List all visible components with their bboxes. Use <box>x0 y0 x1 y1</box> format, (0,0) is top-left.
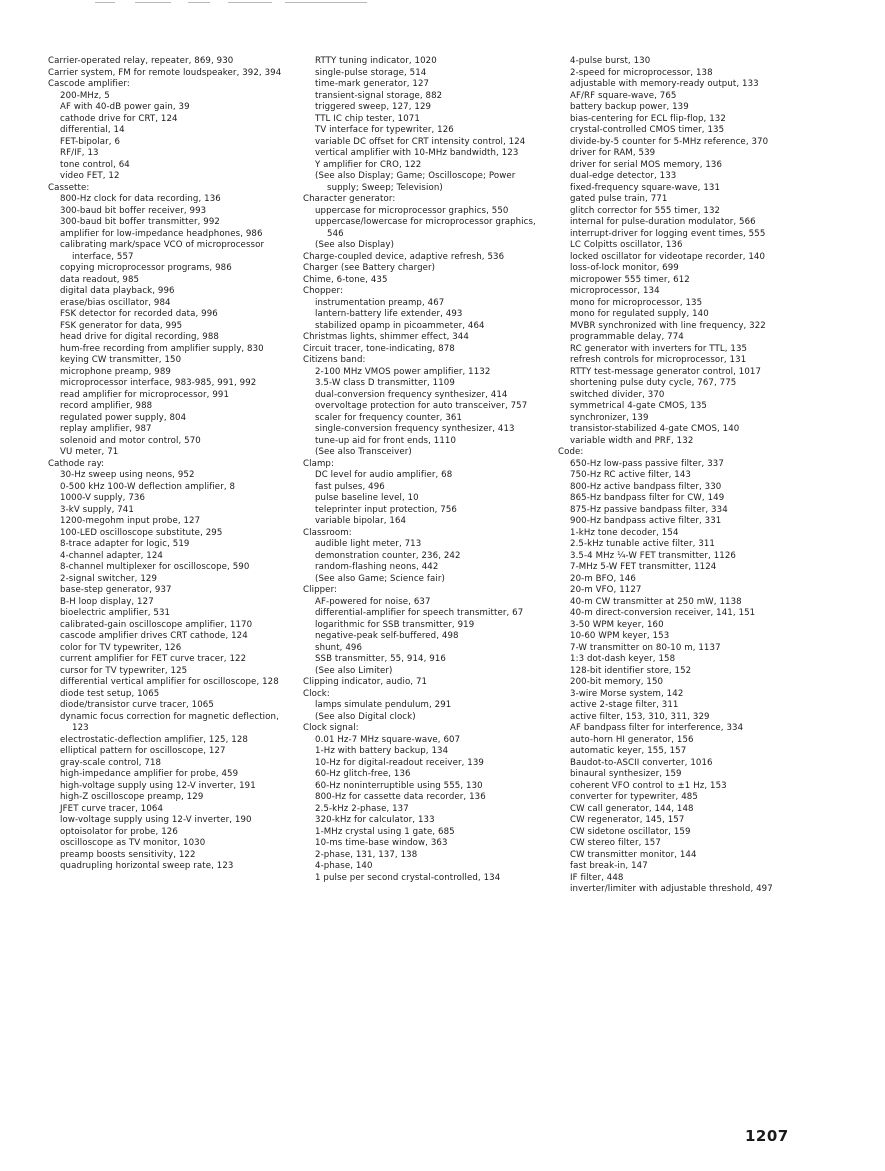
index-heading: Carrier-operated relay, repeater, 869, 930 <box>48 56 234 66</box>
index-subentry: AF/RF square-wave, 765 <box>570 90 677 101</box>
index-subentry: (See also Transceiver) <box>315 447 412 457</box>
index-subentry: gray-scale control, 718 <box>60 757 162 768</box>
index-subentry: 2-100 MHz VMOS power amplifier, 1132 <box>315 366 491 377</box>
index-subentry: automatic keyer, 155, 157 <box>570 746 687 756</box>
index-subentry: interrupt-driver for logging event times, 555 <box>570 228 766 239</box>
index-subentry: 128-bit identifier store, 152 <box>570 665 692 676</box>
index-subentry: (See also Limiter) <box>315 665 393 676</box>
index-subentry: replay amplifier, 987 <box>60 424 152 434</box>
index-subentry: inverter/limiter with adjustable threshold, 497 <box>570 884 773 894</box>
index-subentry: negative-peak self-buffered, 498 <box>315 631 459 641</box>
index-subentry: microphone preamp, 989 <box>60 366 171 377</box>
index-subentry: auto-horn HI generator, 156 <box>570 734 694 745</box>
index-subentry: 800-Hz for cassette data recorder, 136 <box>315 792 486 802</box>
index-heading: Chime, 6-tone, 435 <box>303 274 388 285</box>
index-subentry: IF filter, 448 <box>570 872 624 883</box>
index-subentry: 0-500 kHz 100-W deflection amplifier, 8 <box>60 481 236 492</box>
index-subentry: B-H loop display, 127 <box>60 596 154 607</box>
index-subentry: switched divider, 370 <box>570 389 665 400</box>
index-subentry: synchronizer, 139 <box>570 412 649 423</box>
index-subentry: fixed-frequency square-wave, 131 <box>570 182 721 193</box>
index-subentry: base-step generator, 937 <box>60 585 172 595</box>
index-subentry: 20-m BFO, 146 <box>570 573 636 584</box>
index-subentry: diode test setup, 1065 <box>60 688 160 699</box>
index-subentry: 4-channel adapter, 124 <box>60 550 164 561</box>
index-subentry: hum-free recording from amplifier supply, 830 <box>60 343 264 354</box>
index-subentry: quadrupling horizontal sweep rate, 123 <box>60 861 234 871</box>
index-subentry: electrostatic-deflection amplifier, 125, 128 <box>60 734 248 745</box>
index-subentry: 60-Hz glitch-free, 136 <box>315 769 411 779</box>
index-subentry: microprocessor, 134 <box>570 286 660 296</box>
index-subentry: converter for typewriter, 485 <box>570 792 698 802</box>
index-subentry: 3.5-W class D transmitter, 1109 <box>315 378 455 388</box>
index-subentry: microprocessor interface, 983-985, 991, 992 <box>60 378 257 388</box>
index-subentry: 60-Hz noninterruptible using 555, 130 <box>315 780 483 791</box>
top-rule <box>285 2 367 3</box>
top-rule <box>135 2 171 3</box>
index-subentry: SSB transmitter, 55, 914, 916 <box>315 654 446 664</box>
index-heading: Cassette: <box>48 182 90 193</box>
index-subentry: (See also Digital clock) <box>315 711 416 722</box>
index-subentry: overvoltage protection for auto transceiver, 757 <box>315 401 528 411</box>
index-subentry: tune-up aid for front ends, 1110 <box>315 435 457 446</box>
index-subentry: 7-MHz 5-W FET transmitter, 1124 <box>570 562 717 572</box>
index-subentry: current amplifier for FET curve tracer, 122 <box>60 654 247 664</box>
index-subentry: head drive for digital recording, 988 <box>60 332 219 342</box>
index-subentry: active filter, 153, 310, 311, 329 <box>570 711 710 722</box>
index-subentry: micropower 555 timer, 612 <box>570 274 690 285</box>
index-subentry: 200-MHz, 5 <box>60 90 110 101</box>
index-subentry: keying CW transmitter, 150 <box>60 355 182 365</box>
index-subentry: differential vertical amplifier for oscilloscope, 128 <box>60 677 279 687</box>
index-subentry: 800-Hz active bandpass filter, 330 <box>570 481 722 492</box>
index-subentry: 750-Hz RC active filter, 143 <box>570 470 691 480</box>
index-subentry: FSK detector for recorded data, 996 <box>60 309 218 319</box>
index-subentry: bioelectric amplifier, 531 <box>60 608 171 618</box>
index-subentry: triggered sweep, 127, 129 <box>315 102 432 112</box>
index-subentry: mono for regulated supply, 140 <box>570 309 709 319</box>
index-subentry: single-pulse storage, 514 <box>315 67 427 78</box>
index-subentry: 300-baud bit boffer transmitter, 992 <box>60 217 220 227</box>
index-subentry: 2.5-kHz tunable active filter, 311 <box>570 539 715 549</box>
top-rule <box>228 2 272 3</box>
index-subentry: 4-pulse burst, 130 <box>570 56 651 66</box>
index-subentry: preamp boosts sensitivity, 122 <box>60 849 196 860</box>
index-subentry: variable width and PRF, 132 <box>570 435 694 446</box>
index-subentry: 1-MHz crystal using 1 gate, 685 <box>315 826 455 837</box>
index-subentry: 40-m direct-conversion receiver, 141, 151 <box>570 608 756 618</box>
index-column-1 <box>48 56 286 873</box>
index-subentry: uppercase for microprocessor graphics, 550 <box>315 205 509 216</box>
index-subentry: 2-speed for microprocessor, 138 <box>570 67 713 78</box>
index-subentry: random-flashing neons, 442 <box>315 562 439 572</box>
index-subentry: instrumentation preamp, 467 <box>315 297 445 308</box>
index-subentry: 2-phase, 131, 137, 138 <box>315 849 418 860</box>
index-subentry: scaler for frequency counter, 361 <box>315 412 463 423</box>
index-subentry: 200-bit memory, 150 <box>570 677 664 687</box>
index-subentry: gated pulse train, 771 <box>570 194 668 204</box>
index-subentry: 900-Hz bandpass active filter, 331 <box>570 516 722 526</box>
index-subentry: fast break-in, 147 <box>570 861 648 871</box>
index-subentry: 40-m CW transmitter at 250 mW, 1138 <box>570 596 742 607</box>
index-subentry: glitch corrector for 555 timer, 132 <box>570 205 721 216</box>
index-subentry: variable DC offset for CRT intensity control, 124 <box>315 136 526 147</box>
index-subentry: RF/IF, 13 <box>60 148 99 158</box>
index-subentry: variable bipolar, 164 <box>315 516 407 526</box>
index-subentry: 8-channel multiplexer for oscilloscope, 590 <box>60 562 250 572</box>
index-subentry: video FET, 12 <box>60 171 120 181</box>
index-subentry: record amplifier, 988 <box>60 401 153 411</box>
index-subentry: 100-LED oscilloscope substitute, 295 <box>60 527 223 538</box>
index-subentry: 30-Hz sweep using neons, 952 <box>60 470 195 480</box>
index-subentry: 1000-V supply, 736 <box>60 493 146 503</box>
index-subentry: transient-signal storage, 882 <box>315 90 443 101</box>
index-subentry: tone control, 64 <box>60 159 130 170</box>
index-subentry: adjustable with memory-ready output, 133 <box>570 79 759 89</box>
index-subentry: 20-m VFO, 1127 <box>570 585 642 595</box>
index-subentry: divide-by-5 counter for 5-MHz reference, 370 <box>570 136 769 147</box>
index-subentry: 3-50 WPM keyer, 160 <box>570 619 664 630</box>
index-subentry: FSK generator for data, 995 <box>60 320 183 331</box>
index-subentry: high-impedance amplifier for probe, 459 <box>60 769 239 779</box>
index-subentry: CW sidetone oscillator, 159 <box>570 826 691 837</box>
index-subentry: read amplifier for microprocessor, 991 <box>60 389 230 400</box>
index-subentry: oscilloscope as TV monitor, 1030 <box>60 838 206 848</box>
index-heading: Charge-coupled device, adaptive refresh, 536 <box>303 251 505 262</box>
index-subentry: MVBR synchronized with line frequency, 322 <box>570 320 766 331</box>
index-subentry: dual-edge detector, 133 <box>570 171 677 181</box>
index-subentry: locked oscillator for videotape recorder, 140 <box>570 251 766 262</box>
index-subentry: CW call generator, 144, 148 <box>570 803 694 814</box>
index-subentry: loss-of-lock monitor, 699 <box>570 263 679 273</box>
index-subentry: 3.5-4 MHz ¼-W FET transmitter, 1126 <box>570 550 736 561</box>
index-subentry: logarithmic for SSB transmitter, 919 <box>315 619 475 630</box>
index-subentry: single-conversion frequency synthesizer, 413 <box>315 424 515 434</box>
index-subentry: VU meter, 71 <box>60 447 119 457</box>
index-heading: Clamp: <box>303 458 334 469</box>
index-subentry: 10-ms time-base window, 363 <box>315 838 448 848</box>
index-subentry: optoisolator for probe, 126 <box>60 826 178 837</box>
index-subentry: cursor for TV typewriter, 125 <box>60 665 188 676</box>
index-subentry: audible light meter, 713 <box>315 539 422 549</box>
index-column-3 <box>558 56 808 896</box>
index-heading: Circuit tracer, tone-indicating, 878 <box>303 343 455 354</box>
index-subentry: 1 pulse per second crystal-controlled, 134 <box>315 872 501 883</box>
index-subentry: TV interface for typewriter, 126 <box>315 125 454 135</box>
index-subentry: refresh controls for microprocessor, 131 <box>570 355 747 365</box>
index-subentry: digital data playback, 996 <box>60 286 175 296</box>
index-subentry: RC generator with inverters for TTL, 135 <box>570 343 748 354</box>
index-subentry: 875-Hz passive bandpass filter, 334 <box>570 504 728 515</box>
index-subentry: CW transmitter monitor, 144 <box>570 849 697 860</box>
index-subentry: 4-phase, 140 <box>315 861 373 871</box>
index-subentry: differential-amplifier for speech transmitter, 67 <box>315 608 524 618</box>
index-subentry: programmable delay, 774 <box>570 332 684 342</box>
index-subentry: (See also Display) <box>315 240 395 250</box>
index-subentry: differential, 14 <box>60 125 125 135</box>
index-subentry: high-voltage supply using 12-V inverter, 191 <box>60 780 256 791</box>
page-number: 1207 <box>745 1127 789 1145</box>
index-subentry: LC Colpitts oscillator, 136 <box>570 240 683 250</box>
index-subentry: transistor-stabilized 4-gate CMOS, 140 <box>570 424 740 434</box>
index-subentry: cascode amplifier drives CRT cathode, 124 <box>60 631 248 641</box>
index-subentry: teleprinter input protection, 756 <box>315 504 457 515</box>
index-heading: Citizens band: <box>303 355 366 365</box>
index-subentry: fast pulses, 496 <box>315 481 385 492</box>
index-subentry: calibrated-gain oscilloscope amplifier, 1170 <box>60 619 253 630</box>
index-subentry: TTL IC chip tester, 1071 <box>315 113 420 124</box>
index-subentry: 8-trace adapter for logic, 519 <box>60 539 190 549</box>
index-subentry: mono for microprocessor, 135 <box>570 297 703 308</box>
index-heading: Clock signal: <box>303 723 359 733</box>
index-subentry: internal for pulse-duration modulator, 566 <box>570 217 756 227</box>
index-subentry: amplifier for low-impedance headphones, 986 <box>60 228 263 239</box>
index-heading: Cascode amplifier: <box>48 79 130 89</box>
index-subentry: driver for serial MOS memory, 136 <box>570 159 723 170</box>
index-subentry: high-Z oscilloscope preamp, 129 <box>60 792 204 802</box>
index-subentry: driver for RAM, 539 <box>570 148 656 158</box>
index-subentry: calibrating mark/space VCO of microprocessor interface, 557 <box>60 240 267 262</box>
index-subentry: 865-Hz bandpass filter for CW, 149 <box>570 493 725 503</box>
index-subentry: cathode drive for CRT, 124 <box>60 113 178 124</box>
index-heading: Code: <box>558 447 584 457</box>
index-column-2 <box>303 56 541 884</box>
index-heading: Chopper: <box>303 286 343 296</box>
index-subentry: active 2-stage filter, 311 <box>570 700 679 710</box>
index-subentry: regulated power supply, 804 <box>60 412 187 423</box>
index-subentry: demonstration counter, 236, 242 <box>315 550 461 561</box>
index-heading: Clipping indicator, audio, 71 <box>303 677 428 687</box>
index-subentry: shortening pulse duty cycle, 767, 775 <box>570 378 737 388</box>
index-subentry: diode/transistor curve tracer, 1065 <box>60 700 214 710</box>
index-subentry: 1200-megohm input probe, 127 <box>60 516 201 526</box>
index-heading: Christmas lights, shimmer effect, 344 <box>303 332 469 342</box>
index-subentry: 1-kHz tone decoder, 154 <box>570 527 679 538</box>
index-subentry: lamps simulate pendulum, 291 <box>315 700 452 710</box>
index-subentry: CW stereo filter, 157 <box>570 838 661 848</box>
index-subentry: color for TV typewriter, 126 <box>60 642 182 653</box>
index-subentry: symmetrical 4-gate CMOS, 135 <box>570 401 707 411</box>
index-subentry: 7-W transmitter on 80-10 m, 1137 <box>570 642 721 653</box>
index-subentry: low-voltage supply using 12-V inverter, 190 <box>60 815 252 825</box>
index-subentry: elliptical pattern for oscilloscope, 127 <box>60 746 226 756</box>
index-subentry: crystal-controlled CMOS timer, 135 <box>570 125 725 135</box>
index-subentry: 3-wire Morse system, 142 <box>570 688 684 699</box>
index-heading: Character generator: <box>303 194 396 204</box>
index-subentry: 10-Hz for digital-readout receiver, 139 <box>315 757 484 768</box>
index-subentry: RTTY test-message generator control, 1017 <box>570 366 762 377</box>
index-subentry: dual-conversion frequency synthesizer, 414 <box>315 389 508 400</box>
index-subentry: erase/bias oscillator, 984 <box>60 297 171 308</box>
index-subentry: CW regenerator, 145, 157 <box>570 815 685 825</box>
index-subentry: FET-bipolar, 6 <box>60 136 121 147</box>
index-subentry: data readout, 985 <box>60 274 140 285</box>
index-subentry: Baudot-to-ASCII converter, 1016 <box>570 757 713 768</box>
index-subentry: solenoid and motor control, 570 <box>60 435 201 446</box>
index-subentry: Y amplifier for CRO, 122 <box>315 159 422 170</box>
index-subentry: lantern-battery life extender, 493 <box>315 309 463 319</box>
index-subentry: battery backup power, 139 <box>570 102 689 112</box>
index-subentry: 2.5-kHz 2-phase, 137 <box>315 803 409 814</box>
index-subentry: (See also Display; Game; Oscilloscope; Power supply; Sweep; Television) <box>315 171 519 193</box>
index-subentry: bias-centering for ECL flip-flop, 132 <box>570 113 726 124</box>
index-heading: Cathode ray: <box>48 458 105 469</box>
index-subentry: DC level for audio amplifier, 68 <box>315 470 453 480</box>
index-heading: Carrier system, FM for remote loudspeaker, 392, 394 <box>48 67 282 78</box>
index-subentry: time-mark generator, 127 <box>315 79 430 89</box>
top-rule <box>188 2 210 3</box>
index-subentry: 0.01 Hz-7 MHz square-wave, 607 <box>315 734 461 745</box>
index-subentry: 650-Hz low-pass passive filter, 337 <box>570 458 724 469</box>
index-subentry: 1:3 dot-dash keyer, 158 <box>570 654 676 664</box>
index-subentry: 2-signal switcher, 129 <box>60 573 158 584</box>
index-subentry: 800-Hz clock for data recording, 136 <box>60 194 221 204</box>
index-subentry: stabilized opamp in picoammeter, 464 <box>315 320 485 331</box>
index-subentry: 3-kV supply, 741 <box>60 504 134 515</box>
index-subentry: RTTY tuning indicator, 1020 <box>315 56 437 66</box>
index-subentry: (See also Game; Science fair) <box>315 573 445 584</box>
index-subentry: 10-60 WPM keyer, 153 <box>570 631 670 641</box>
index-subentry: 320-kHz for calculator, 133 <box>315 815 435 825</box>
index-heading: Clipper: <box>303 585 338 595</box>
index-subentry: AF-powered for noise, 637 <box>315 596 431 607</box>
index-subentry: 300-baud bit boffer receiver, 993 <box>60 205 207 216</box>
index-subentry: AF with 40-dB power gain, 39 <box>60 102 190 112</box>
index-subentry: binaural synthesizer, 159 <box>570 769 682 779</box>
index-subentry: copying microprocessor programs, 986 <box>60 263 232 273</box>
top-rule <box>95 2 115 3</box>
index-subentry: dynamic focus correction for magnetic deflection, 123 <box>60 711 282 733</box>
index-subentry: pulse baseline level, 10 <box>315 493 419 503</box>
index-subentry: shunt, 496 <box>315 642 363 653</box>
index-subentry: uppercase/lowercase for microprocessor graphics, 546 <box>315 217 539 239</box>
index-subentry: JFET curve tracer, 1064 <box>60 803 164 814</box>
index-heading: Clock: <box>303 688 330 699</box>
index-heading: Charger (see Battery charger) <box>303 263 436 273</box>
index-subentry: vertical amplifier with 10-MHz bandwidth, 123 <box>315 148 519 158</box>
index-subentry: AF bandpass filter for interference, 334 <box>570 723 744 733</box>
index-heading: Classroom: <box>303 527 352 538</box>
index-subentry: 1-Hz with battery backup, 134 <box>315 746 449 756</box>
index-subentry: coherent VFO control to ±1 Hz, 153 <box>570 780 727 791</box>
